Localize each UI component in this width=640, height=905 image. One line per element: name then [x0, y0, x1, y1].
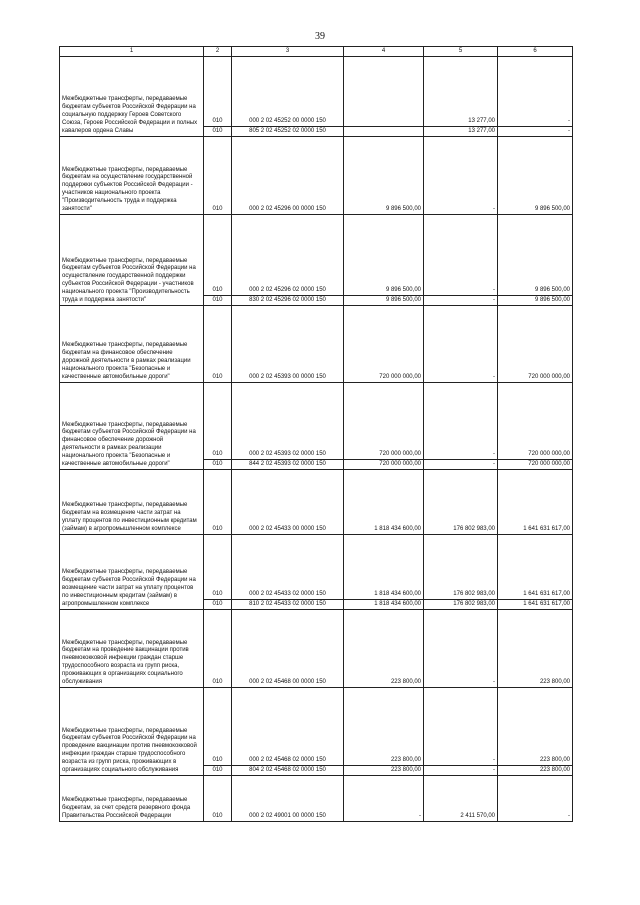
- row-kbk: 810 2 02 45433 02 0000 150: [232, 600, 344, 610]
- table-row: [60, 306, 573, 383]
- row-code: 010: [204, 535, 232, 600]
- row-code: 010: [204, 470, 232, 535]
- row-description: Межбюджетные трансферты, передаваемые бюджетам на возмещение части затрат на уплату процентов по инвестиционным кредитам (займам) в агропромышленном комплексе: [60, 470, 204, 535]
- row-col5: -: [424, 306, 498, 383]
- row-col5: -: [424, 383, 498, 460]
- row-description: Межбюджетные трансферты, передаваемые бюджетам субъектов Российской Федерации на социальную поддержку Героев Советского Союза, Героев Российской Федерации и полных кавалеров ордена Славы: [60, 57, 204, 137]
- row-col5: -: [424, 137, 498, 215]
- row-col5: -: [424, 296, 498, 306]
- row-description: Межбюджетные трансферты, передаваемые бюджетам субъектов Российской Федерации на осуществление государственной поддержки субъектов Российской Федерации - участников национального проекта "Производительность труда и поддержка занятости": [60, 215, 204, 306]
- row-code: 010: [204, 296, 232, 306]
- row-code: 010: [204, 610, 232, 688]
- table-row: [60, 57, 573, 127]
- row-col6: -: [498, 776, 573, 822]
- row-col4: 9 896 500,00: [344, 215, 424, 296]
- row-kbk: 000 2 02 45393 02 0000 150: [232, 383, 344, 460]
- budget-table: [59, 46, 573, 822]
- header-row: [60, 47, 573, 57]
- table-row: [60, 776, 573, 822]
- row-kbk: 000 2 02 45468 02 0000 150: [232, 688, 344, 766]
- row-col6: 720 000 000,00: [498, 306, 573, 383]
- row-col5: 2 411 570,00: [424, 776, 498, 822]
- row-code: 010: [204, 127, 232, 137]
- row-col5: 176 802 983,00: [424, 535, 498, 600]
- row-col4: 9 896 500,00: [344, 296, 424, 306]
- row-code: 010: [204, 306, 232, 383]
- row-col4: 223 800,00: [344, 688, 424, 766]
- header-cell: 1: [60, 47, 204, 57]
- table-row: [60, 383, 573, 460]
- row-description: Межбюджетные трансферты, передаваемые бюджетам, за счет средств резервного фонда Правительства Российской Федерации: [60, 776, 204, 822]
- row-kbk: 000 2 02 45433 00 0000 150: [232, 470, 344, 535]
- row-col4: 9 896 500,00: [344, 137, 424, 215]
- row-col5: 13 277,00: [424, 127, 498, 137]
- row-col5: 176 802 983,00: [424, 470, 498, 535]
- row-description: Межбюджетные трансферты, передаваемые бюджетам субъектов Российской Федерации на финансовое обеспечение дорожной деятельности в рамках реализации национального проекта "Безопасные и качественные автомобильные дороги": [60, 383, 204, 470]
- header-cell: 6: [498, 47, 573, 57]
- row-code: 010: [204, 57, 232, 127]
- row-kbk: 000 2 02 45296 02 0000 150: [232, 215, 344, 296]
- row-col6: -: [498, 57, 573, 127]
- row-code: 010: [204, 766, 232, 776]
- row-description: Межбюджетные трансферты, передаваемые бюджетам субъектов Российской Федерации на проведение вакцинации против пневмококковой инфекции граждан старше трудоспособного возраста из групп риска, проживающих в организациях социального обслуживания: [60, 688, 204, 776]
- row-description: Межбюджетные трансферты, передаваемые бюджетам на проведение вакцинации против пневмококковой инфекции граждан старше трудоспособного возраста из групп риска, проживающих в организациях социального обслуживания: [60, 610, 204, 688]
- header-cell: 3: [232, 47, 344, 57]
- row-col4: 1 818 434 600,00: [344, 600, 424, 610]
- row-col4: [344, 127, 424, 137]
- row-col5: -: [424, 610, 498, 688]
- table-row: [60, 688, 573, 766]
- row-col5: -: [424, 766, 498, 776]
- row-kbk: 000 2 02 45252 00 0000 150: [232, 57, 344, 127]
- row-kbk: 804 2 02 45468 02 0000 150: [232, 766, 344, 776]
- row-col5: 13 277,00: [424, 57, 498, 127]
- row-col5: -: [424, 460, 498, 470]
- row-kbk: 844 2 02 45393 02 0000 150: [232, 460, 344, 470]
- row-description: Межбюджетные трансферты, передаваемые бюджетам на финансовое обеспечение дорожной деятельности в рамках реализации национального проекта "Безопасные и качественные автомобильные дороги": [60, 306, 204, 383]
- row-col4: 720 000 000,00: [344, 383, 424, 460]
- row-code: 010: [204, 383, 232, 460]
- row-col6: 223 800,00: [498, 766, 573, 776]
- row-kbk: 000 2 02 45433 02 0000 150: [232, 535, 344, 600]
- header-cell: 4: [344, 47, 424, 57]
- row-kbk: 000 2 02 45393 00 0000 150: [232, 306, 344, 383]
- row-col5: -: [424, 688, 498, 766]
- table-row: [60, 137, 573, 215]
- row-col6: 9 896 500,00: [498, 215, 573, 296]
- row-code: 010: [204, 215, 232, 296]
- row-col4: -: [344, 776, 424, 822]
- table-row: [60, 535, 573, 600]
- row-col4: 223 800,00: [344, 610, 424, 688]
- header-cell: 5: [424, 47, 498, 57]
- row-col5: 176 802 983,00: [424, 600, 498, 610]
- row-kbk: 000 2 02 45296 00 0000 150: [232, 137, 344, 215]
- row-kbk: 805 2 02 45252 02 0000 150: [232, 127, 344, 137]
- row-col6: 1 641 631 617,00: [498, 600, 573, 610]
- row-col6: 223 800,00: [498, 610, 573, 688]
- row-code: 010: [204, 776, 232, 822]
- row-code: 010: [204, 600, 232, 610]
- row-kbk: 830 2 02 45296 02 0000 150: [232, 296, 344, 306]
- row-kbk: 000 2 02 49001 00 0000 150: [232, 776, 344, 822]
- row-code: 010: [204, 137, 232, 215]
- row-col4: 223 800,00: [344, 766, 424, 776]
- row-col6: 720 000 000,00: [498, 460, 573, 470]
- row-kbk: 000 2 02 45468 00 0000 150: [232, 610, 344, 688]
- row-col6: 9 896 500,00: [498, 296, 573, 306]
- row-col6: 720 000 000,00: [498, 383, 573, 460]
- header-cell: 2: [204, 47, 232, 57]
- table-row: [60, 470, 573, 535]
- row-col5: -: [424, 215, 498, 296]
- table-row: [60, 610, 573, 688]
- row-description: Межбюджетные трансферты, передаваемые бюджетам субъектов Российской Федерации на возмещение части затрат на уплату процентов по инвестиционным кредитам (займам) в агропромышленном комплексе: [60, 535, 204, 610]
- row-col4: 1 818 434 600,00: [344, 535, 424, 600]
- row-code: 010: [204, 688, 232, 766]
- row-col6: -: [498, 127, 573, 137]
- table-row: [60, 215, 573, 296]
- row-col4: 1 818 434 600,00: [344, 470, 424, 535]
- row-col4: [344, 57, 424, 127]
- page-number: 39: [315, 31, 325, 42]
- row-col4: 720 000 000,00: [344, 306, 424, 383]
- row-col4: 720 000 000,00: [344, 460, 424, 470]
- row-col6: 9 896 500,00: [498, 137, 573, 215]
- row-description: Межбюджетные трансферты, передаваемые бюджетам на осуществление государственной поддержки субъектов Российской Федерации - участников национального проекта "Производительность труда и поддержка занятости": [60, 137, 204, 215]
- row-col6: 223 800,00: [498, 688, 573, 766]
- row-col6: 1 641 631 617,00: [498, 470, 573, 535]
- row-code: 010: [204, 460, 232, 470]
- row-col6: 1 641 631 617,00: [498, 535, 573, 600]
